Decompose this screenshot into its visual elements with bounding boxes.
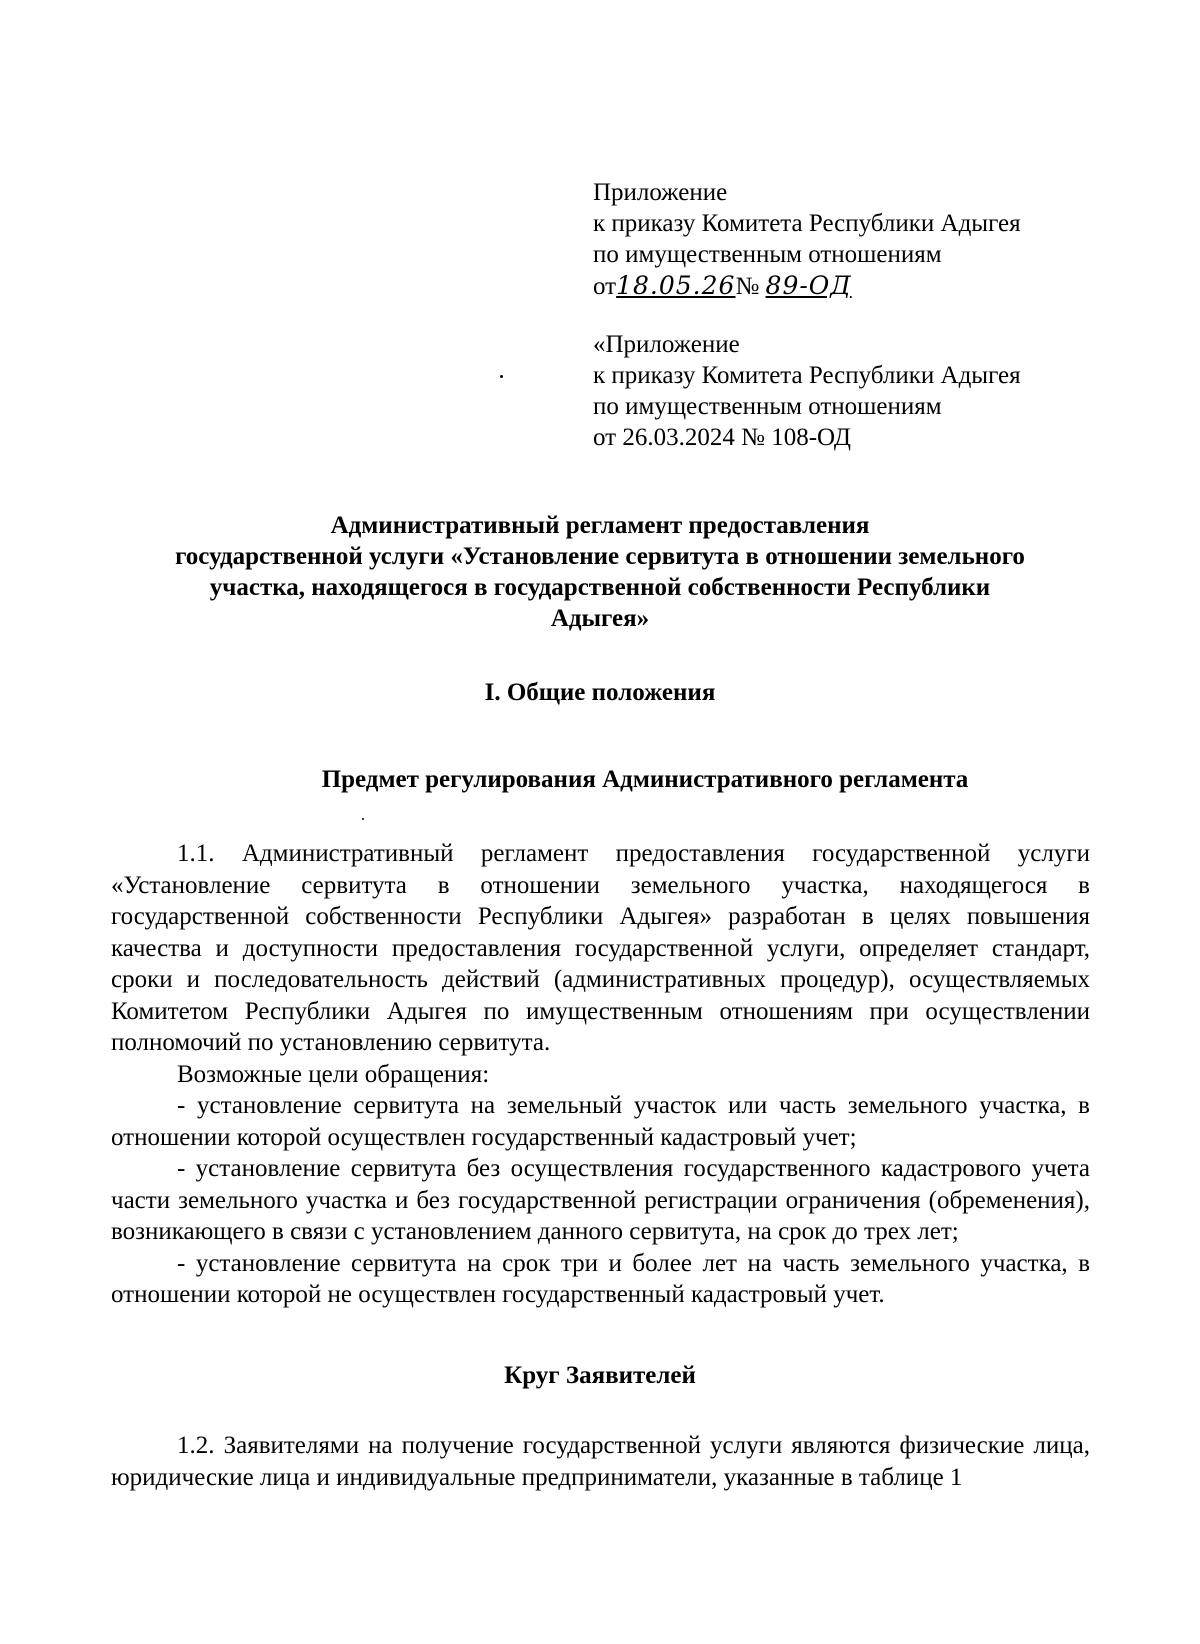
- paragraph: Возможные цели обращения:: [177, 1060, 490, 1088]
- title-line: Административный регламент предоставления: [330, 512, 870, 539]
- list-item: - установление сервитута на срок три и более лет на часть земельного участка, в отношении которой не осуществлен государственный кадастровый учет.: [111, 1249, 1090, 1308]
- appendix-committee: по имущественным отношениям: [593, 393, 942, 420]
- list-item: - установление сервитута на земельный участок или часть земельного участка, в отношении которой осуществлен государственный кадастровый учет;: [111, 1092, 1090, 1151]
- handwritten-date: 18.05.26: [616, 271, 736, 300]
- document-title: [100, 510, 1100, 634]
- paragraph: 1.1. Административный регламент предоставления государственной услуги «Установление сервитута в отношении земельного участка, находящегося в государственной собственности Республики Адыгея» разработан в целях повышения качества и доступности предоставления государственной услуги, определяет стандарт, сроки и последовательность действий (административных процедур), осуществляемых Комитетом Республики Адыгея по имущественным отношениям при осуществлении полномочий по установлению сервитута.: [111, 840, 1090, 1056]
- appendix-order-ref: к приказу Комитета Республики Адыгея: [593, 362, 1021, 389]
- section-body: [111, 838, 1090, 1311]
- subsection-heading: Предмет регулирования Административного регламента: [321, 766, 969, 793]
- appendix-label: «Приложение: [593, 331, 740, 358]
- date-prefix: от: [593, 273, 617, 300]
- number-prefix: №: [735, 273, 760, 300]
- appendix-committee: по имущественным отношениям: [593, 241, 942, 268]
- appendix-date-number: от 26.03.2024 № 108-ОД: [593, 424, 851, 451]
- handwritten-number: 89-ОД: [765, 271, 852, 300]
- title-line: государственной услуги «Установление сервитута в отношении земельного: [175, 543, 1025, 570]
- appendix-header-previous: [593, 329, 1153, 453]
- appendix-header-current: [593, 177, 1153, 302]
- section-heading: I. Общие положения: [484, 679, 716, 706]
- list-item: - установление сервитута без осуществления государственного кадастрового учета части земельного участка и без государственной регистрации ограничения (обременения), возникающего в связи с установлением данного сервитута, на срок до трех лет;: [111, 1155, 1090, 1245]
- appendix-date-number: [593, 270, 1153, 302]
- title-line: Адыгея»: [550, 605, 650, 632]
- paragraph: 1.2. Заявителями на получение государственной услуги являются физические лица, юридические лица и индивидуальные предприниматели, указанные в таблице 1: [111, 1432, 1090, 1491]
- appendix-order-ref: к приказу Комитета Республики Адыгея: [593, 210, 1021, 237]
- appendix-label: Приложение: [593, 179, 728, 206]
- title-line: участка, находящегося в государственной собственности Республики: [209, 574, 991, 601]
- subsection-heading: Круг Заявителей: [504, 1362, 696, 1389]
- section-body: [111, 1430, 1090, 1493]
- scan-speck: [500, 375, 503, 378]
- scan-speck: [362, 818, 364, 820]
